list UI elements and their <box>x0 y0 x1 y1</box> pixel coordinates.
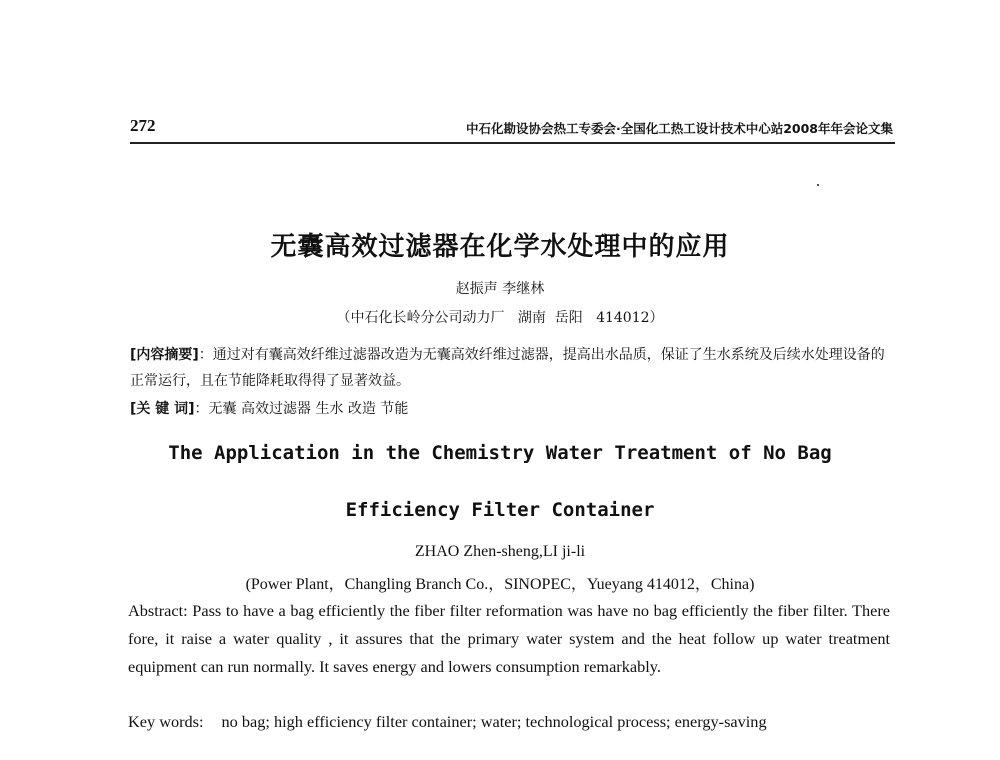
chinese-abstract-text: ：通过对有囊高效纤维过滤器改造为无囊高效纤维过滤器，提高出水品质，保证了生水系统及后续水处理设备的正常运行，且在节能降耗取得得了显著效益。 <box>130 347 885 389</box>
running-head: 中石化勘设协会热工专委会·全国化工热工设计技术中心站2008年年会论文集 <box>465 121 893 136</box>
chinese-title: 无囊高效过滤器在化学水处理中的应用 <box>270 232 730 262</box>
english-affiliation: (Power Plant，Changling Branch Co.，SINOPEC，Yueyang 414012，China) <box>245 576 755 593</box>
chinese-keywords-text: ：无囊 高效过滤器 生水 改造 节能 <box>194 401 409 417</box>
chinese-abstract-label: [内容摘要] <box>130 347 199 363</box>
english-abstract: Abstract: Pass to have a bag efficiently the fiber filter reformation was have no bag efficiently the fiber filter. There fore, it raise a water quality , it assures that the primary water system and the heat follow up water treatment equipment can run normally. It saves energy and lowers consumption remarkably. <box>128 601 890 676</box>
page-header <box>130 116 895 144</box>
scan-speck <box>817 184 819 186</box>
english-keywords-text: no bag; high efficiency filter container; water; technological process; energy-saving <box>221 712 767 731</box>
english-keywords <box>128 708 890 736</box>
page-number: 272 <box>130 116 156 135</box>
english-authors: ZHAO Zhen-sheng,LI ji-li <box>414 543 586 560</box>
chinese-abstract <box>130 342 892 394</box>
chinese-keywords <box>130 398 892 418</box>
chinese-affiliation: （中石化长岭分公司动力厂 湖南 岳阳 414012） <box>336 310 664 326</box>
english-keywords-label: Key words: <box>128 712 204 731</box>
english-title-line1: The Application in the Chemistry Water Treatment of No Bag <box>168 442 832 464</box>
english-title-line2: Efficiency Filter Container <box>345 499 655 521</box>
chinese-authors: 赵振声 李继林 <box>455 281 545 297</box>
chinese-keywords-label: [关 键 词] <box>130 401 195 417</box>
